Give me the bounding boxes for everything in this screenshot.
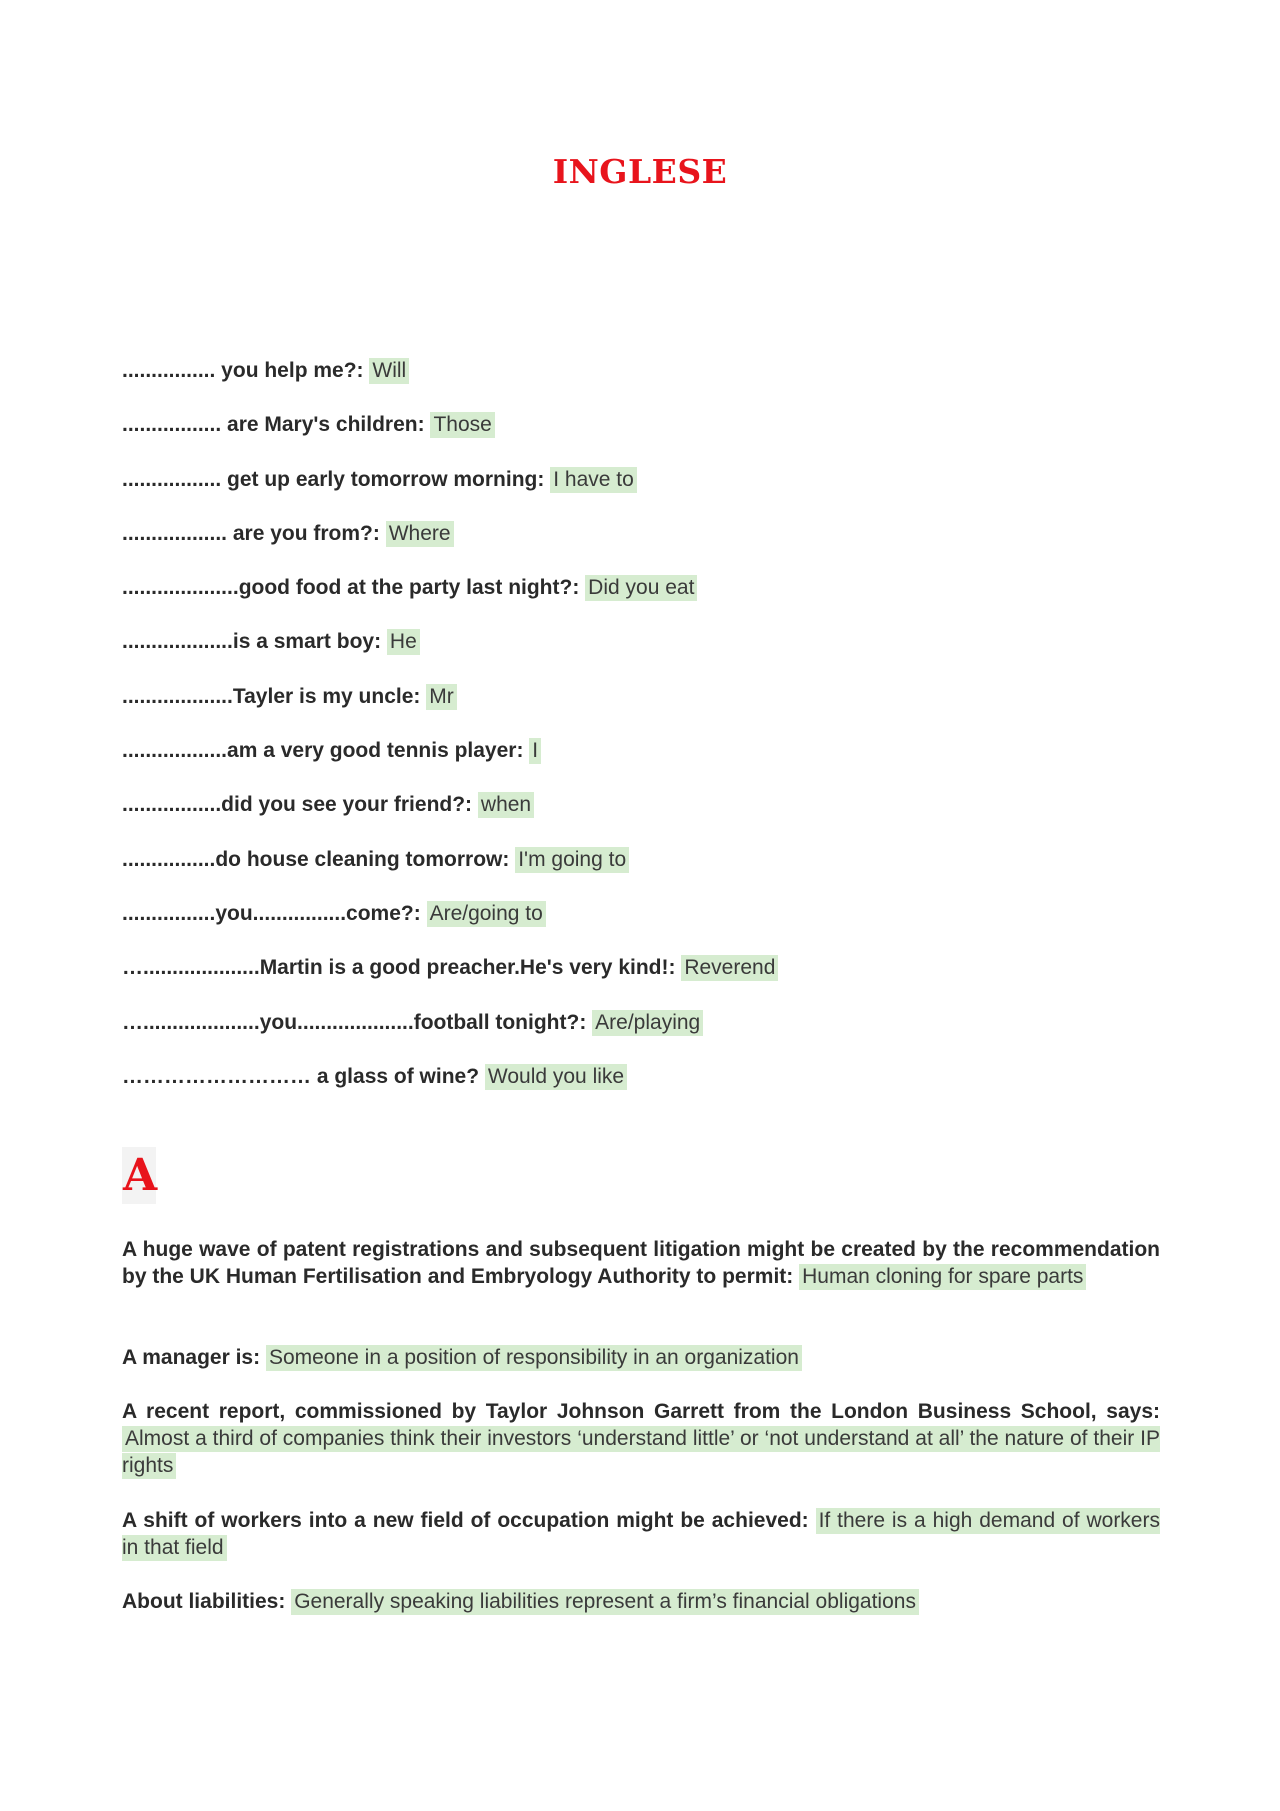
answer-highlight: I'm going to (515, 847, 629, 873)
question-text: ................you................come?: (122, 901, 421, 925)
answer-highlight: Where (386, 521, 454, 547)
paragraph-item (122, 1236, 1160, 1290)
list-item (122, 628, 1162, 682)
paragraph-item (122, 1398, 1160, 1479)
list-item (122, 574, 1162, 628)
list-item (122, 520, 1162, 574)
answer-highlight: Generally speaking liabilities represent a firm’s financial obligations (291, 1589, 919, 1615)
list-item (122, 357, 1162, 411)
list-item (122, 683, 1162, 737)
list-item (122, 737, 1162, 791)
answer-highlight: Almost a third of companies think their investors ‘understand little’ or ‘not understand at all’ the nature of their IP rights (122, 1427, 1160, 1477)
question-text: ……………………… a glass of wine? (122, 1064, 480, 1088)
page-title: INGLESE (552, 152, 728, 191)
question-text: ....................good food at the party last night?: (122, 576, 580, 600)
answer-highlight: Those (430, 412, 494, 438)
question-text: ..................am a very good tennis player: (122, 739, 524, 763)
list-item (122, 791, 1162, 845)
list-item (122, 1009, 1162, 1063)
list-item (122, 900, 1162, 954)
question-text: ................ you help me?: (122, 359, 364, 382)
answer-highlight: I have to (550, 467, 637, 493)
question-text: About liabilities: (122, 1590, 286, 1613)
answer-highlight: If there is a high demand of workers in that field (122, 1509, 1160, 1559)
question-text: ................. get up early tomorrow morning: (122, 467, 545, 491)
answer-highlight: Reverend (681, 955, 778, 981)
answer-highlight: when (478, 792, 534, 818)
answer-highlight: He (387, 629, 420, 655)
list-item (122, 846, 1162, 900)
list-item (122, 466, 1162, 520)
list-item (122, 1063, 1162, 1117)
question-text: …....................Martin is a good preacher.He's very kind!: (122, 956, 676, 980)
paragraph-item (122, 1344, 1160, 1371)
list-item (122, 954, 1162, 1008)
question-text: .................did you see your friend?: (122, 793, 473, 817)
question-text: A shift of workers into a new field of occupation might be achieved: (122, 1509, 809, 1532)
question-text: ...................Tayler is my uncle: (122, 684, 421, 708)
answer-highlight: Are/going to (427, 901, 546, 927)
answer-highlight: I (529, 738, 541, 764)
question-text: ................do house cleaning tomorrow: (122, 847, 510, 871)
list-item (122, 411, 1162, 465)
answer-highlight: Human cloning for spare parts (799, 1264, 1086, 1290)
paragraph-item (122, 1588, 1160, 1615)
answer-highlight: Will (369, 358, 409, 384)
answer-highlight: Did you eat (585, 575, 697, 601)
answer-highlight: Mr (426, 684, 457, 710)
question-text: A recent report, commissioned by Taylor Johnson Garrett from the London Business School, says: (122, 1400, 1160, 1423)
question-list (122, 357, 1162, 1117)
question-text: ...................is a smart boy: (122, 630, 382, 654)
answer-highlight: Would you like (485, 1064, 627, 1090)
question-text: …....................you....................football tonight?: (122, 1010, 587, 1034)
answer-highlight: Are/playing (592, 1010, 703, 1036)
question-text: A manager is: (122, 1346, 261, 1369)
paragraph-item (122, 1507, 1160, 1561)
answer-highlight: Someone in a position of responsibility in an organization (266, 1345, 802, 1371)
question-text: .................. are you from?: (122, 521, 380, 545)
section-letter-heading: A (122, 1147, 156, 1204)
question-text: A huge wave of patent registrations and subsequent litigation might be created by the recommendation by the UK Human Fertilisation and Embryology Authority to permit: (122, 1238, 1160, 1288)
question-text: ................. are Mary's children: (122, 413, 425, 437)
